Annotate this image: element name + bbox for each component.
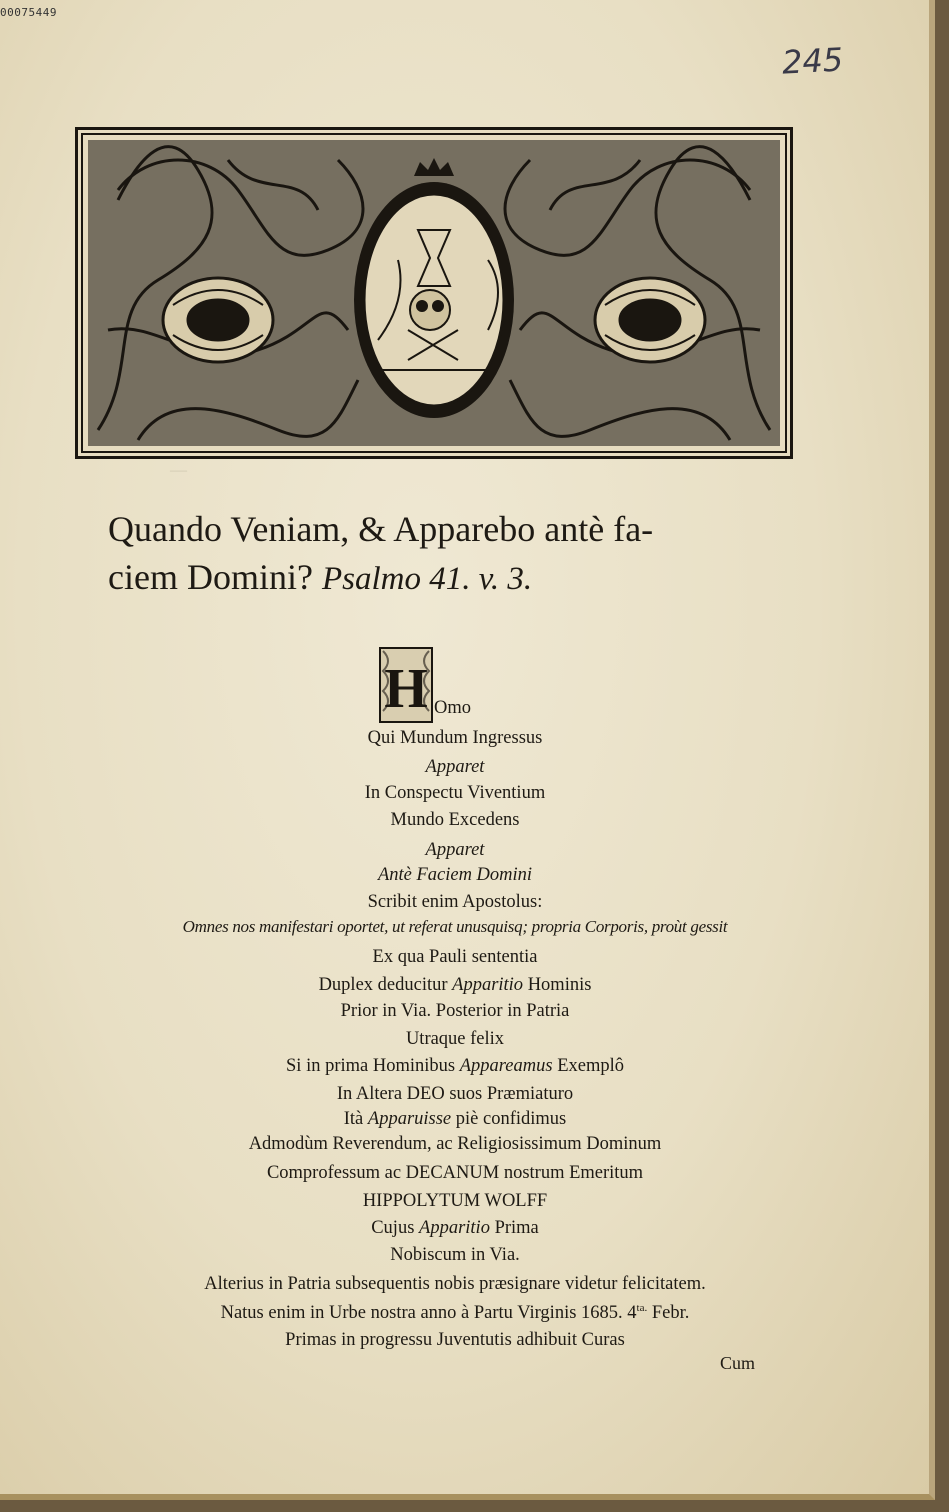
text-fragment: Apparitio [452, 975, 524, 995]
title-line-2-main: ciem Domini? [108, 557, 313, 597]
text-fragment: Prior in Via. Posterior in Patria [340, 1001, 570, 1021]
text-line [80, 757, 830, 778]
title [108, 505, 808, 603]
text-line [80, 947, 830, 968]
text-fragment: Hominis [523, 975, 592, 995]
text-fragment: Natus enim in Urbe nostra anno à Partu Virginis 1685. 4 [220, 1303, 637, 1324]
text-fragment: Exemplô [552, 1056, 624, 1076]
text-line [80, 1245, 830, 1266]
text-fragment: Scribit enim Apostolus: [367, 892, 543, 912]
text-line [80, 975, 830, 996]
text-line [80, 1056, 830, 1077]
title-line-2 [108, 553, 808, 603]
text-fragment: Apparuisse [367, 1109, 452, 1129]
text-line [80, 698, 471, 719]
title-line-1: Quando Veniam, & Apparebo antè fa- [108, 509, 654, 549]
archive-id: 00075449 [0, 6, 57, 19]
bleed-through: — [170, 460, 187, 479]
text-line [80, 1218, 830, 1239]
text-fragment: Cujus [371, 1218, 420, 1238]
text-fragment: Duplex deducitur [318, 975, 453, 995]
text-line [80, 1330, 830, 1351]
text-fragment: Prima [489, 1218, 539, 1238]
text-fragment: Febr. [647, 1303, 690, 1324]
text-fragment: Apparet [425, 840, 485, 860]
text-fragment: Ità [343, 1109, 368, 1129]
text-line [80, 1134, 830, 1155]
text-line [80, 1029, 830, 1050]
text-line [80, 1163, 830, 1184]
ornament-illustration [78, 130, 790, 456]
text-line [80, 840, 830, 861]
text-line [80, 1084, 830, 1105]
text-fragment: Mundo Excedens [390, 810, 520, 830]
text-fragment: Comprofessum ac DECANUM nostrum Emeritum [266, 1163, 644, 1183]
text-fragment: piè confidimus [451, 1109, 567, 1129]
text-line [80, 1302, 830, 1324]
text-fragment: Admodùm Reverendum, ac Religiosissimum Dominum [248, 1134, 662, 1154]
text-fragment: Apparitio [419, 1218, 490, 1238]
folio-number: 245 [781, 40, 845, 82]
catchword: Cum [720, 1353, 756, 1373]
text-line [80, 1191, 830, 1212]
woodcut-headpiece [75, 127, 793, 459]
text-line [80, 917, 830, 937]
text-fragment: Omnes nos manifestari oportet, ut referat unusquisq; propria Corporis, proùt gessit [182, 917, 728, 936]
text-fragment: In Conspectu Viventium [364, 783, 546, 803]
dropcap-letter: H [384, 658, 428, 720]
text-line [80, 1001, 830, 1022]
text-fragment: Primas in progressu Juventutis adhibuit Curas [285, 1330, 625, 1350]
text-fragment: HIPPOLYTUM WOLFF [362, 1191, 548, 1211]
text-line [80, 1109, 830, 1130]
text-fragment: Si in prima Hominibus [286, 1056, 460, 1076]
text-fragment: Nobiscum in Via. [390, 1245, 520, 1265]
text-line [80, 728, 830, 749]
text-fragment: In Altera DEO suos Præmiaturo [336, 1084, 574, 1104]
text-fragment: Utraque felix [405, 1029, 505, 1049]
text-line [80, 810, 830, 831]
text-line [80, 1274, 830, 1295]
text-fragment: Appareamus [459, 1056, 553, 1076]
text-line [80, 783, 830, 804]
text-fragment: Antè Faciem Domini [377, 865, 533, 885]
text-fragment: Ex qua Pauli sententia [372, 947, 538, 967]
text-fragment: Omo [434, 698, 471, 718]
text-fragment: Qui Mundum Ingressus [367, 728, 543, 748]
text-line [80, 892, 830, 913]
text-fragment: Apparet [425, 757, 485, 777]
text-line [80, 865, 830, 886]
psalm-reference: Psalmo 41. v. 3. [321, 561, 533, 597]
text-fragment: Alterius in Patria subsequentis nobis præsignare videtur felicitatem. [204, 1274, 706, 1294]
text-fragment: ta. [636, 1302, 648, 1314]
